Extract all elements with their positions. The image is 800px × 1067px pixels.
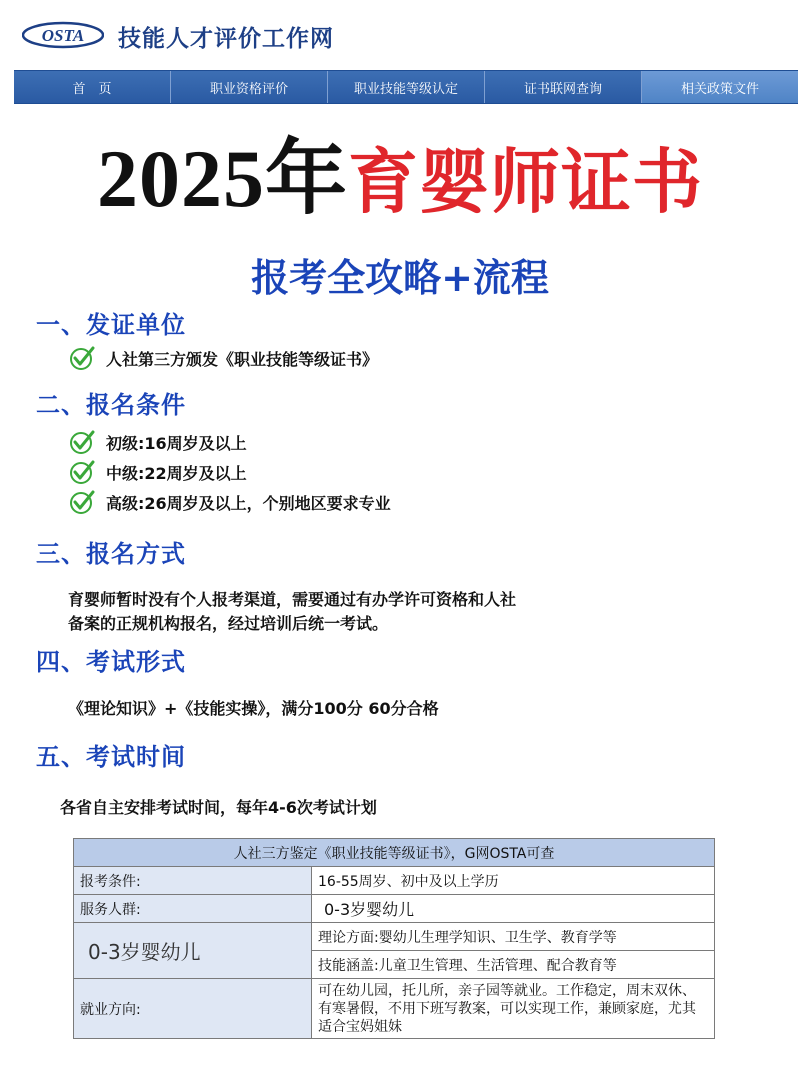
section-title-exam-time: 五、考试时间 xyxy=(36,743,186,771)
nav-home[interactable]: 首 页 xyxy=(14,71,171,103)
cell-cond-label: 报考条件: xyxy=(74,867,312,895)
osta-logo[interactable] xyxy=(22,20,104,50)
nav-policy-docs[interactable]: 相关政策文件 xyxy=(642,71,798,103)
table-row xyxy=(74,979,715,1039)
section-title-issuer: 一、发证单位 xyxy=(36,311,186,339)
nav-skill-level[interactable]: 职业技能等级认定 xyxy=(328,71,485,103)
registration-line: 育婴师暂时没有个人报考渠道，需要通过有办学许可资格和人社 xyxy=(68,590,517,609)
svg-text:OSTA: OSTA xyxy=(41,26,85,45)
cell-job-label: 就业方向: xyxy=(74,979,312,1039)
site-name: 技能人才评价工作网 xyxy=(118,26,334,52)
page-subtitle: 报考全攻略+流程 xyxy=(251,256,549,300)
section-title-registration: 三、报名方式 xyxy=(36,540,186,568)
cell-job-value: 可在幼儿园，托儿所，亲子园等就业。工作稳定，周末双休、有寒暑假，不用下班写教案，可以实现工作，兼顾家庭，尤其适合宝妈姐妹 xyxy=(312,979,715,1039)
main-nav xyxy=(14,70,798,104)
title-year: 2025年 xyxy=(96,133,348,224)
check-text: 中级:22周岁及以上 xyxy=(106,463,247,483)
cell-skill: 技能涵盖:儿童卫生管理、生活管理、配合教育等 xyxy=(312,951,715,979)
check-item xyxy=(68,428,247,456)
check-item xyxy=(68,344,378,372)
check-item xyxy=(68,488,391,516)
table-row xyxy=(74,839,715,867)
check-icon xyxy=(68,428,96,456)
cell-cond-value: 16-55周岁、初中及以上学历 xyxy=(312,867,715,895)
check-text: 高级:26周岁及以上，个别地区要求专业 xyxy=(106,493,391,513)
registration-text xyxy=(68,588,516,636)
cell-people-value: 0-3岁婴幼儿 xyxy=(312,895,715,923)
check-icon xyxy=(68,458,96,486)
page-title xyxy=(0,133,800,224)
section-title-requirements: 二、报名条件 xyxy=(36,391,186,419)
registration-line: 备案的正规机构报名，经过培训后统一考试。 xyxy=(68,614,389,633)
table-header: 人社三方鉴定《职业技能等级证书》，G网OSTA可查 xyxy=(74,839,715,867)
cell-people-label: 服务人群: xyxy=(74,895,312,923)
cell-merged-label: 0-3岁婴幼儿 xyxy=(74,923,312,979)
exam-time-text: 各省自主安排考试时间，每年4-6次考试计划 xyxy=(60,798,377,817)
site-header xyxy=(0,0,800,70)
table-row xyxy=(74,923,715,951)
check-icon xyxy=(68,488,96,516)
check-icon xyxy=(68,344,96,372)
title-cert: 育婴师证书 xyxy=(348,141,703,223)
nav-cert-query[interactable]: 证书联网查询 xyxy=(485,71,642,103)
check-text: 人社第三方颁发《职业技能等级证书》 xyxy=(106,349,379,369)
check-text: 初级:16周岁及以上 xyxy=(106,433,247,453)
table-row xyxy=(74,895,715,923)
section-title-exam-format: 四、考试形式 xyxy=(36,648,186,676)
nav-qualification[interactable]: 职业资格评价 xyxy=(171,71,328,103)
cell-theory: 理论方面:婴幼儿生理学知识、卫生学、教育学等 xyxy=(312,923,715,951)
info-table xyxy=(73,838,715,1039)
table-row xyxy=(74,867,715,895)
exam-format-text: 《理论知识》+《技能实操》，满分100分 60分合格 xyxy=(68,699,439,718)
check-item xyxy=(68,458,247,486)
